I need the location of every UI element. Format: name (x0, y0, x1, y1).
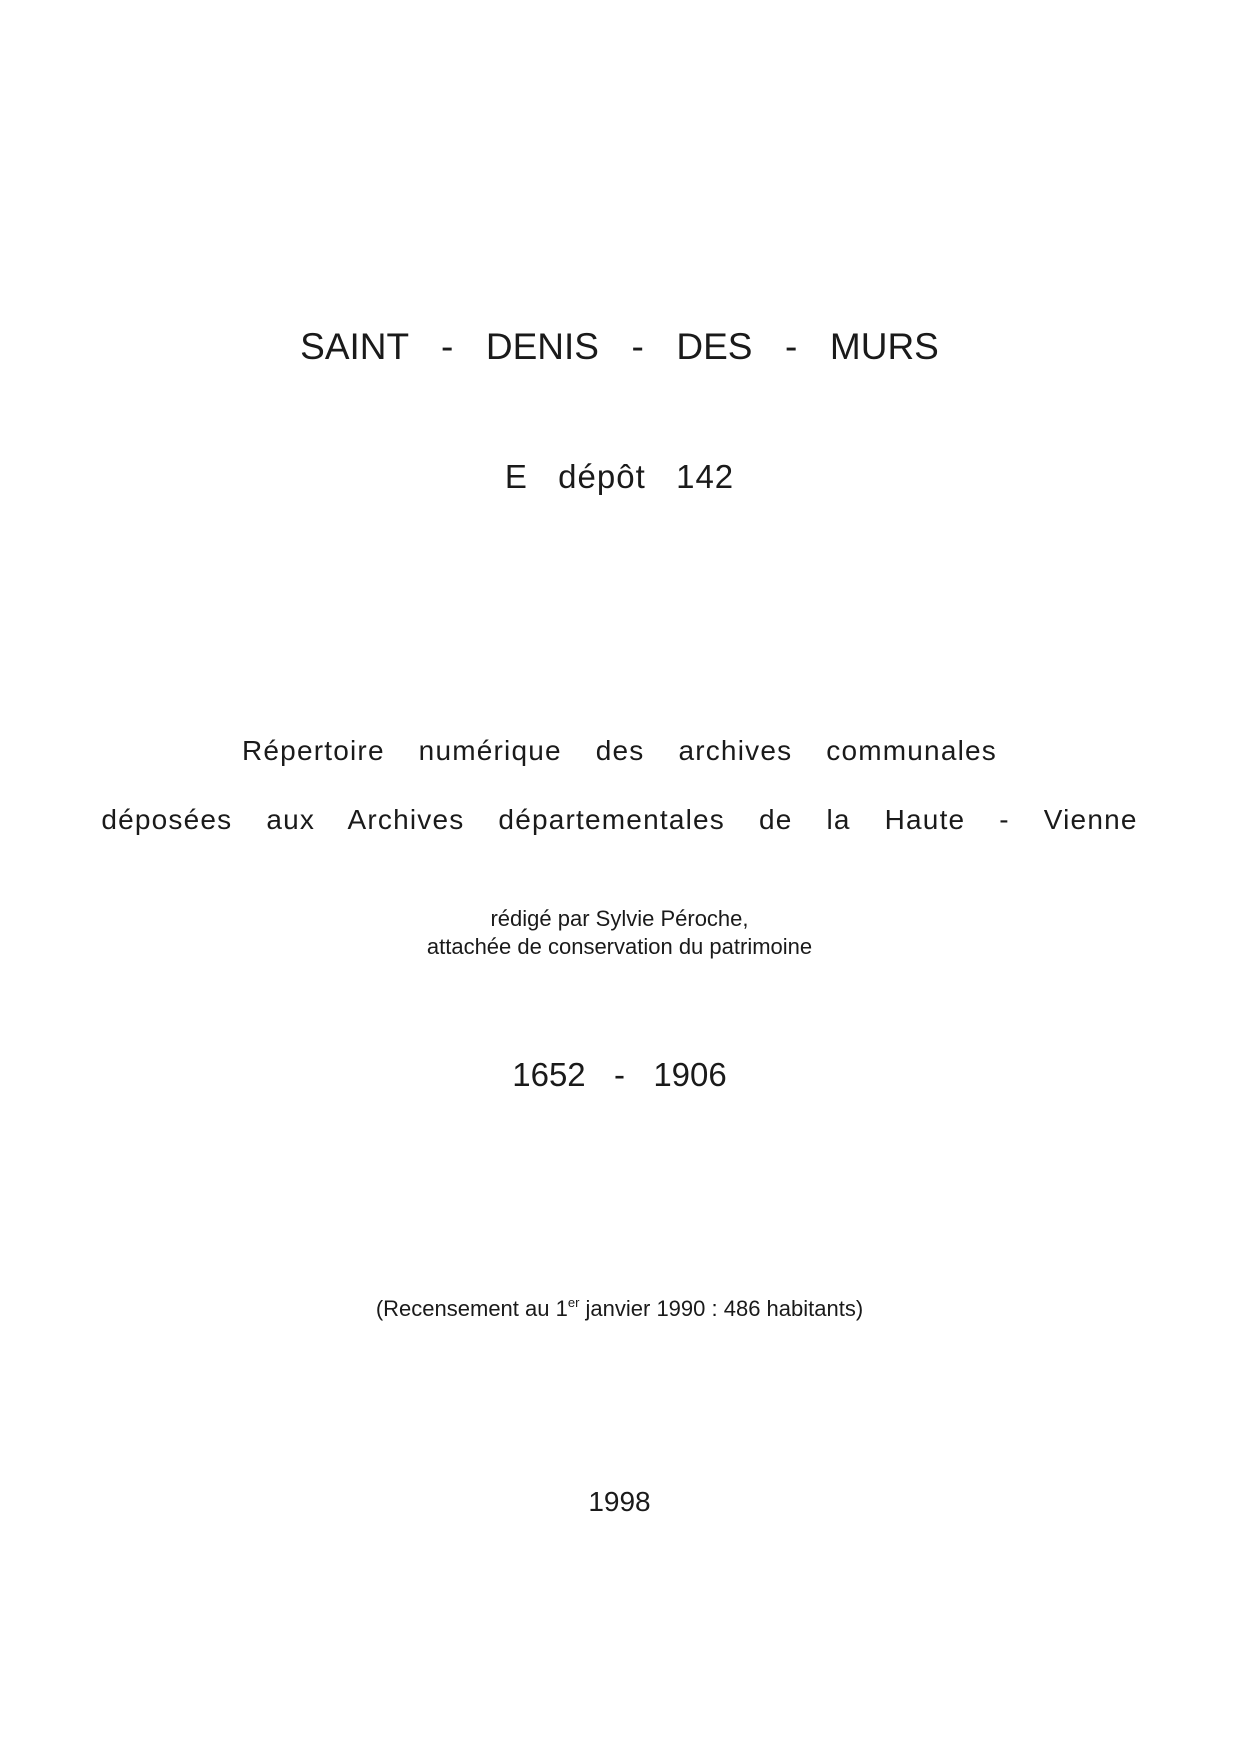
census-superscript: er (567, 1295, 580, 1310)
publication-year: 1998 (588, 1486, 651, 1517)
census-note (0, 1295, 1239, 1321)
date-range: 1652 - 1906 (512, 1056, 727, 1093)
description-line-2: déposées aux Archives départementales de la Haute - Vienne (101, 804, 1138, 835)
author-role: attachée de conservation du patrimoine (426, 934, 813, 959)
census-prefix: (Recensement au 1 (375, 1296, 568, 1321)
archive-reference: E dépôt 142 (504, 458, 735, 495)
description-line-1: Répertoire numérique des archives communales (241, 735, 997, 766)
commune-title: SAINT - DENIS - DES - MURS (300, 326, 939, 367)
census-suffix: janvier 1990 : 486 habitants) (579, 1296, 864, 1321)
author-line: rédigé par Sylvie Péroche, (490, 906, 749, 931)
